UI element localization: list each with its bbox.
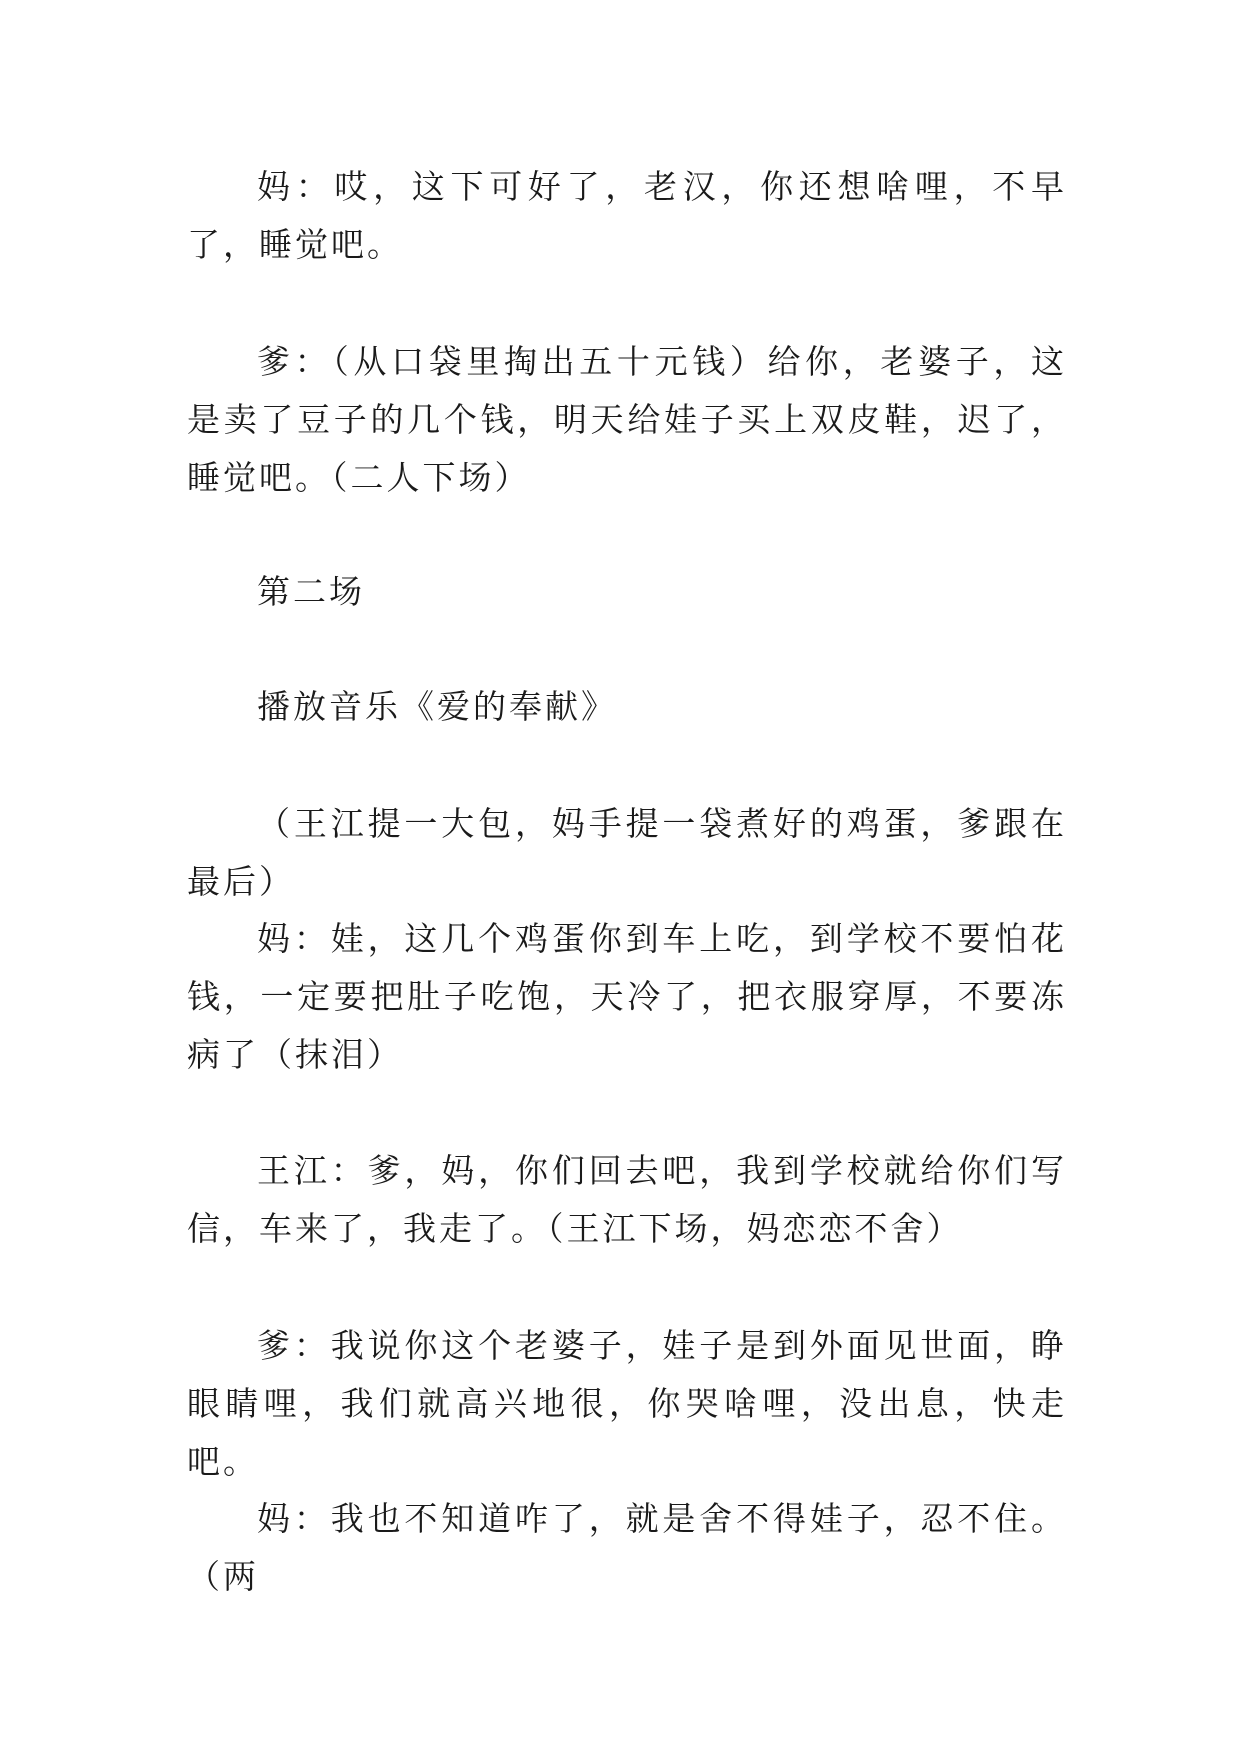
scene-heading: 第二场 xyxy=(257,572,365,611)
dialogue-paragraph-ma-1: 妈：哎，这下可好了，老汉，你还想啥哩，不早了，睡觉吧。 xyxy=(187,167,1067,264)
dialogue-paragraph-die-1: 爹：（从口袋里掏出五十元钱）给你，老婆子，这是卖了豆子的几个钱，明天给娃子买上双皮鞋，迟了，睡觉吧。（二人下场） xyxy=(187,342,1067,497)
dialogue-paragraph-die-2: 爹：我说你这个老婆子，娃子是到外面见世面，睁眼睛哩，我们就高兴地很，你哭啥哩，没出息，快走吧。 xyxy=(187,1326,1067,1481)
stage-direction-music: 播放音乐《爱的奉献》 xyxy=(257,687,617,726)
dialogue-paragraph-wangjiang: 王江：爹，妈，你们回去吧，我到学校就给你们写信，车来了，我走了。（王江下场，妈恋恋不舍） xyxy=(187,1151,1067,1248)
dialogue-paragraph-ma-2: 妈：娃，这几个鸡蛋你到车上吃，到学校不要怕花钱，一定要把肚子吃饱，天冷了，把衣服穿厚，不要冻病了（抹泪） xyxy=(187,919,1067,1074)
dialogue-paragraph-ma-3: 妈：我也不知道咋了，就是舍不得娃子，忍不住。（两 xyxy=(187,1499,1067,1596)
stage-direction-entrance: （王江提一大包，妈手提一袋煮好的鸡蛋，爹跟在最后） xyxy=(187,804,1067,901)
